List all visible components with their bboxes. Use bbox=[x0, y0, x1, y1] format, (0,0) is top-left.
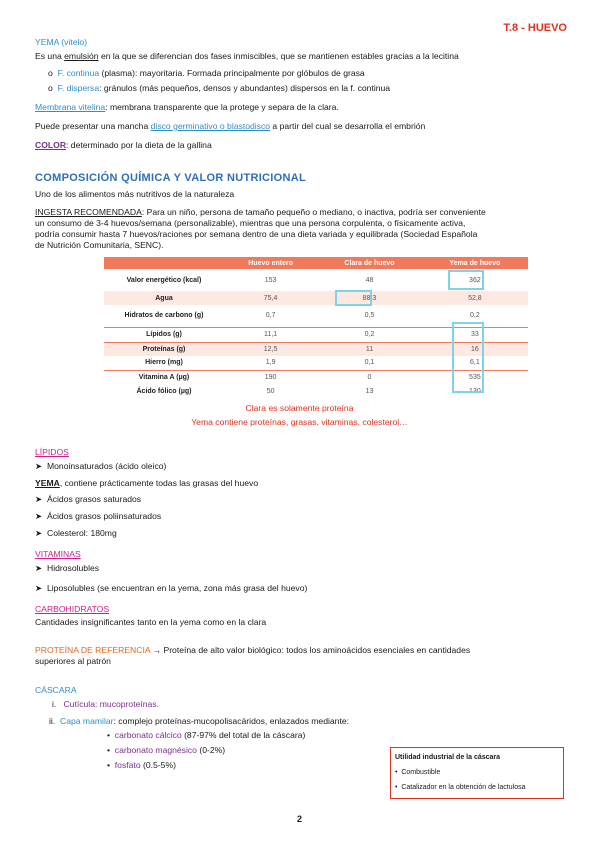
cascara-item-i bbox=[52, 699, 159, 710]
utilidad-item-2-text: Catalizador en la obtención de lactulosa bbox=[401, 784, 526, 791]
table-cell: 52,8 bbox=[422, 291, 528, 305]
lipidos-yema-line bbox=[35, 478, 258, 489]
page-number: 2 bbox=[296, 814, 302, 824]
membrana-line bbox=[35, 102, 339, 113]
table-cell: 75,4 bbox=[224, 291, 317, 305]
ingesta-line-2: un consumo de 3-4 huevos/semana (personalizable), mientras que una persona corpulenta, o físicamente activa, bbox=[35, 218, 466, 228]
table-header-cell: Clara de huevo bbox=[317, 257, 422, 269]
row-label: Lípidos (g) bbox=[104, 327, 224, 342]
mancha-a: Puede presentar una mancha bbox=[35, 121, 151, 131]
table-cell: 0,1 bbox=[317, 356, 422, 370]
table-cell: 1,9 bbox=[224, 356, 317, 370]
arrow-bullet-icon: ➤ bbox=[35, 461, 43, 471]
table-cell: 0,5 bbox=[317, 305, 422, 327]
fase-continua-item bbox=[48, 68, 365, 79]
arrow-bullet-icon: ➤ bbox=[35, 494, 43, 504]
cuticula-text: Cutícula: mucoproteínas. bbox=[63, 699, 160, 709]
lipidos-item-3-text: Ácidos grasos poliinsaturados bbox=[46, 511, 162, 521]
table-header-cell: Huevo entero bbox=[224, 257, 317, 269]
table-cell: 0 bbox=[367, 373, 372, 381]
lipidos-item-1 bbox=[35, 461, 166, 472]
highlight-yema-column bbox=[452, 322, 484, 393]
table-cell: 48 bbox=[365, 276, 374, 284]
arrow-bullet-icon: ➤ bbox=[35, 528, 43, 538]
proteina-term: PROTEÍNA DE REFERENCIA bbox=[35, 645, 151, 655]
yema-heading: YEMA (vitelo) bbox=[35, 37, 88, 47]
bullet-dot-icon: • bbox=[107, 760, 111, 770]
table-cell: 0,2 bbox=[422, 305, 528, 327]
membrana-term: Membrana vitelina bbox=[35, 102, 106, 112]
utilidad-item-1 bbox=[395, 769, 440, 776]
table-cell: 16 bbox=[422, 342, 528, 356]
utilidad-item-2 bbox=[395, 784, 525, 791]
ingesta-line-1 bbox=[35, 207, 486, 218]
yema-intro bbox=[35, 51, 459, 62]
table-cell: 190 bbox=[264, 373, 277, 381]
bullet-dot-icon: • bbox=[107, 745, 111, 755]
fosfato: fosfato bbox=[114, 760, 141, 770]
note-clara: Clara es solamente proteína bbox=[245, 403, 354, 413]
bullet-dot-icon: • bbox=[107, 730, 111, 740]
highlight-clara-agua bbox=[335, 290, 372, 306]
cascara-sub-3 bbox=[107, 760, 176, 771]
bullet-dot-icon: • bbox=[395, 784, 398, 791]
mancha-line bbox=[35, 121, 425, 132]
vitaminas-heading: VITAMINAS bbox=[35, 549, 81, 559]
fase-continua-term: F. continua bbox=[57, 68, 100, 78]
row-label: Ácido fólico (µg) bbox=[136, 387, 192, 395]
yema-intro-c: en la que se diferencian dos fases inmiscibles, que se mantienen estables gracias a la lecitina bbox=[98, 51, 459, 61]
lipidos-item-2-text: Ácidos grasos saturados bbox=[46, 494, 142, 504]
carbonato-magnesico: carbonato magnésico bbox=[114, 745, 197, 755]
row-label: Hierro (mg) bbox=[104, 356, 224, 370]
carbohidratos-heading: CARBOHIDRATOS bbox=[35, 604, 110, 614]
cascara-sub-2 bbox=[107, 745, 225, 756]
table-cell: 0,2 bbox=[317, 327, 422, 342]
item-number: ii. bbox=[49, 716, 56, 726]
ingesta-line-3: podría consumir hasta 7 huevos/raciones por semana dentro de una dieta variada y equilibrada (Sociedad Española bbox=[35, 229, 478, 239]
composicion-subtitle: Uno de los alimentos más nutritivos de la naturaleza bbox=[35, 189, 235, 199]
blastodisco-term: disco germinativo o blastodisco bbox=[150, 121, 271, 131]
arrow-bullet-icon: ➤ bbox=[35, 583, 43, 593]
chapter-tag: T.8 - HUEVO bbox=[503, 22, 567, 34]
capa-mamilar-term: Capa mamilar bbox=[60, 716, 114, 726]
row-label: Agua bbox=[104, 291, 224, 305]
emulsion-term: emulsión bbox=[64, 51, 99, 61]
lipidos-heading: LÍPIDOS bbox=[35, 447, 69, 457]
ingesta-line-4: de Nutrición Comunitaria, SENC). bbox=[35, 240, 164, 250]
proteina-line-1 bbox=[35, 645, 470, 656]
utilidad-box-title: Utilidad industrial de la cáscara bbox=[395, 754, 501, 761]
table-cell: 33 bbox=[422, 327, 528, 342]
vitaminas-item-1-text: Hidrosolubles bbox=[46, 563, 100, 573]
proteina-line-2: superiores al patrón bbox=[35, 656, 111, 666]
utilidad-item-1-text: Combustible bbox=[401, 769, 441, 776]
item-number: i. bbox=[52, 699, 57, 709]
lipidos-item-4-text: Colesterol: 180mg bbox=[46, 528, 117, 538]
vitaminas-item-1 bbox=[35, 563, 99, 574]
table-cell: 11 bbox=[317, 342, 422, 356]
table-cell: 153 bbox=[264, 276, 277, 284]
cascara-sub-1 bbox=[107, 730, 305, 741]
bullet-marker: o bbox=[48, 68, 53, 78]
membrana-text: : membrana transparente que la protege y separa de la clara. bbox=[105, 102, 339, 112]
table-cell: 362 bbox=[469, 276, 481, 284]
carbonato-magnesico-pct: (0-2%) bbox=[196, 745, 226, 755]
table-header-row bbox=[104, 257, 528, 269]
table-cell: 535 bbox=[469, 373, 481, 381]
lipidos-item-1-text: Monoinsaturados (ácido oleico) bbox=[46, 461, 167, 471]
row-label: Vitamina A (µg) bbox=[138, 373, 190, 381]
fosfato-pct: (0.5-5%) bbox=[140, 760, 176, 770]
fase-dispersa-term: F. dispersa bbox=[57, 83, 100, 93]
color-line bbox=[35, 140, 212, 151]
cascara-item-ii bbox=[49, 716, 349, 727]
proteina-text: → Proteína de alto valor biológico: todos los aminoácidos esenciales en cantidades bbox=[150, 645, 471, 655]
color-text: : determinado por la dieta de la gallina bbox=[66, 140, 212, 150]
table-header-cell bbox=[104, 257, 224, 269]
note-yema: Yema contiene proteínas, grasas, vitaminas, colesterol… bbox=[191, 417, 408, 427]
table-cell: 88,3 bbox=[317, 291, 422, 305]
row-label: Proteínas (g) bbox=[104, 342, 224, 356]
composicion-heading: COMPOSICIÓN QUÍMICA Y VALOR NUTRICIONAL bbox=[35, 172, 307, 184]
ingesta-text: : Para un niño, persona de tamaño pequeño o mediano, o inactiva, podría ser conveniente bbox=[141, 207, 486, 217]
lipidos-item-4 bbox=[35, 528, 117, 539]
yema-term: YEMA bbox=[35, 478, 60, 488]
yema-intro-a: Es una bbox=[35, 51, 65, 61]
carbonato-calcico-pct: (87-97% del total de la cáscara) bbox=[181, 730, 306, 740]
utilidad-box bbox=[390, 747, 564, 799]
bullet-dot-icon: • bbox=[395, 769, 398, 776]
table-cell: 6,1 bbox=[422, 356, 528, 370]
vitaminas-item-2 bbox=[35, 583, 307, 594]
lipidos-item-3 bbox=[35, 511, 161, 522]
arrow-bullet-icon: ➤ bbox=[35, 563, 43, 573]
fase-continua-text: (plasma): mayoritaria. Formada principalmente por glóbulos de grasa bbox=[99, 68, 365, 78]
row-label: Hidratos de carbono (g) bbox=[104, 305, 224, 327]
color-term: COLOR bbox=[35, 140, 67, 150]
highlight-yema-kcal bbox=[448, 270, 484, 290]
lipidos-item-2 bbox=[35, 494, 141, 505]
carbohidratos-text: Cantidades insignificantes tanto en la yema como en la clara bbox=[35, 617, 267, 627]
table-cell: 12,5 bbox=[224, 342, 317, 356]
ingesta-term: INGESTA RECOMENDADA bbox=[35, 207, 142, 217]
carbonato-calcico: carbonato cálcico bbox=[114, 730, 182, 740]
fase-dispersa-item bbox=[48, 83, 390, 94]
arrow-bullet-icon: ➤ bbox=[35, 511, 43, 521]
row-label: Valor energético (kcal) bbox=[126, 276, 202, 284]
vitaminas-item-2-text: Liposolubles (se encuentran en la yema, zona más grasa del huevo) bbox=[46, 583, 308, 593]
table-header-cell: Yema de huevo bbox=[422, 257, 528, 269]
table-cell: 50 bbox=[266, 387, 275, 395]
table-cell: 130 bbox=[469, 387, 481, 395]
table-cell: 13 bbox=[365, 387, 374, 395]
cascara-heading: CÁSCARA bbox=[35, 685, 77, 695]
table-cell: 11,1 bbox=[224, 327, 317, 342]
mancha-c: a partir del cual se desarrolla el embrión bbox=[270, 121, 426, 131]
capa-mamilar-text: : complejo proteínas-mucopolisacáridos, enlazados mediante: bbox=[113, 716, 350, 726]
bullet-marker: o bbox=[48, 83, 53, 93]
yema-text: , contiene prácticamente todas las grasas del huevo bbox=[59, 478, 259, 488]
fase-dispersa-text: : gránulos (más pequeños, densos y abundantes) dispersos en la f. continua bbox=[99, 83, 391, 93]
table-row bbox=[104, 291, 528, 305]
table-cell: 0,7 bbox=[224, 305, 317, 327]
